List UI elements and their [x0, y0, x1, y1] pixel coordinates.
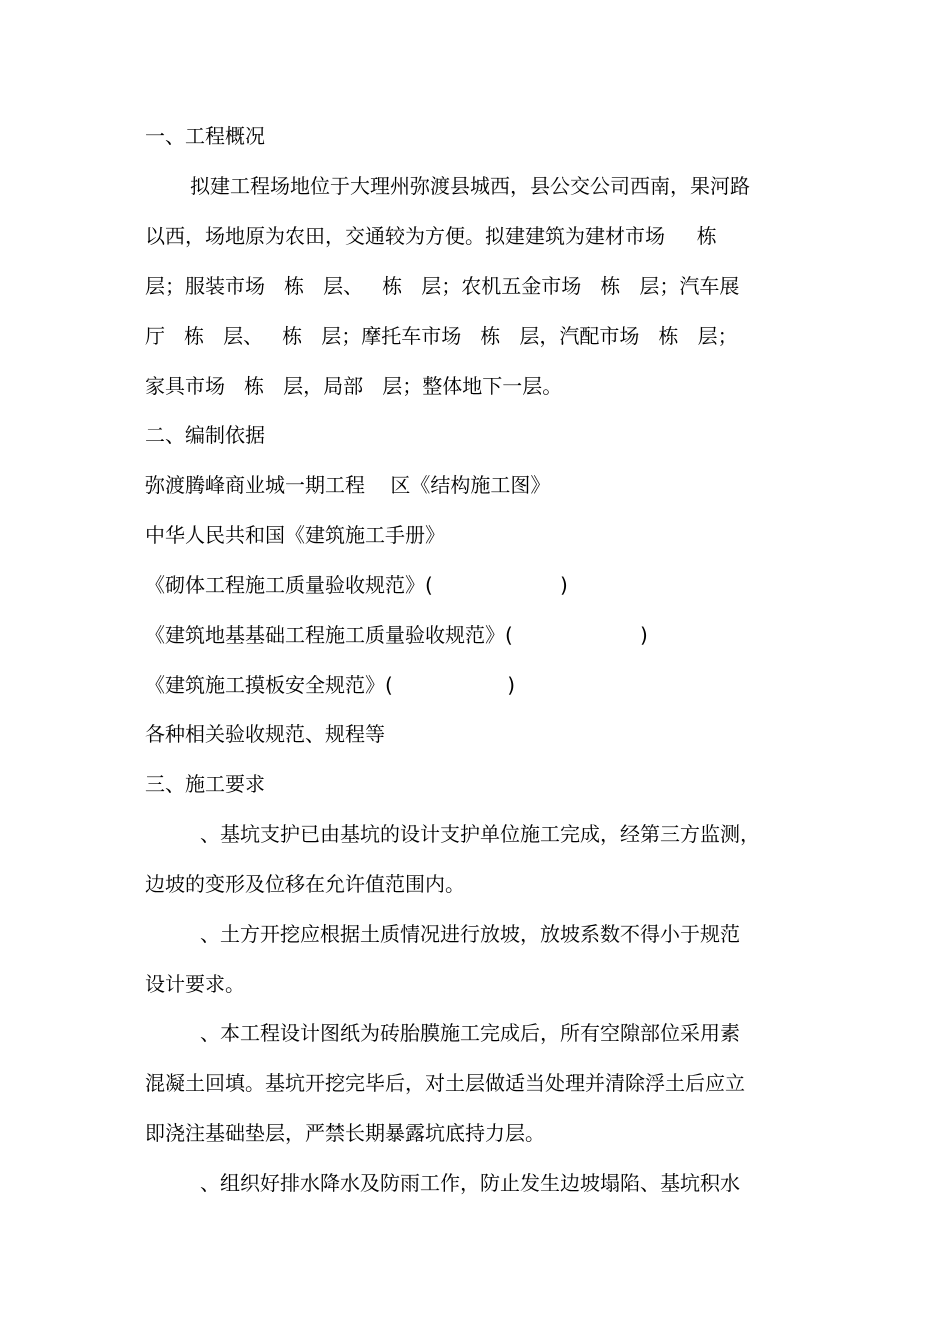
paragraph-line: 以西，场地原为农田，交通较为方便。拟建建筑为建材市场 栋 — [145, 224, 717, 248]
section-heading-requirements: 三、施工要求 — [145, 772, 265, 796]
paragraph-line: 、本工程设计图纸为砖胎膜施工完成后，所有空隙部位采用素 — [200, 1021, 740, 1045]
paragraph-line: 即浇注基础垫层，严禁长期暴露坑底持力层。 — [145, 1121, 545, 1145]
section-heading-basis: 二、编制依据 — [145, 423, 265, 447]
reference-item: 《建筑地基基础工程施工质量验收规范》( ) — [145, 623, 648, 647]
paragraph-line: 厅 栋 层、 栋 层；摩托车市场 栋 层，汽配市场 栋 层； — [145, 324, 738, 348]
paragraph-line: 、土方开挖应根据土质情况进行放坡，放坡系数不得小于规范 — [200, 922, 740, 946]
paragraph-line: 家具市场 栋 层，局部 层；整体地下一层。 — [145, 374, 563, 398]
reference-item: 中华人民共和国《建筑施工手册》 — [145, 523, 445, 547]
paragraph-line: 混凝土回填。基坑开挖完毕后，对土层做适当处理并清除浮土后应立 — [145, 1071, 745, 1095]
paragraph-line: 、基坑支护已由基坑的设计支护单位施工完成，经第三方监测， — [200, 822, 760, 846]
section-heading-overview: 一、工程概况 — [145, 124, 265, 148]
paragraph-line: 层；服装市场 栋 层、 栋 层；农机五金市场 栋 层；汽车展 — [145, 274, 740, 298]
paragraph-line: 拟建工程场地位于大理州弥渡县城西，县公交公司西南，果河路 — [190, 174, 750, 198]
reference-item: 各种相关验收规范、规程等 — [145, 722, 385, 746]
paragraph-line: 边坡的变形及位移在允许值范围内。 — [145, 872, 465, 896]
reference-item: 弥渡腾峰商业城一期工程 区《结构施工图》 — [145, 473, 551, 497]
reference-item: 《砌体工程施工质量验收规范》( ) — [145, 573, 568, 597]
reference-item: 《建筑施工摸板安全规范》( ) — [145, 673, 516, 697]
paragraph-line: 设计要求。 — [145, 972, 245, 996]
paragraph-line: 、组织好排水降水及防雨工作，防止发生边坡塌陷、基坑积水 — [200, 1171, 740, 1195]
